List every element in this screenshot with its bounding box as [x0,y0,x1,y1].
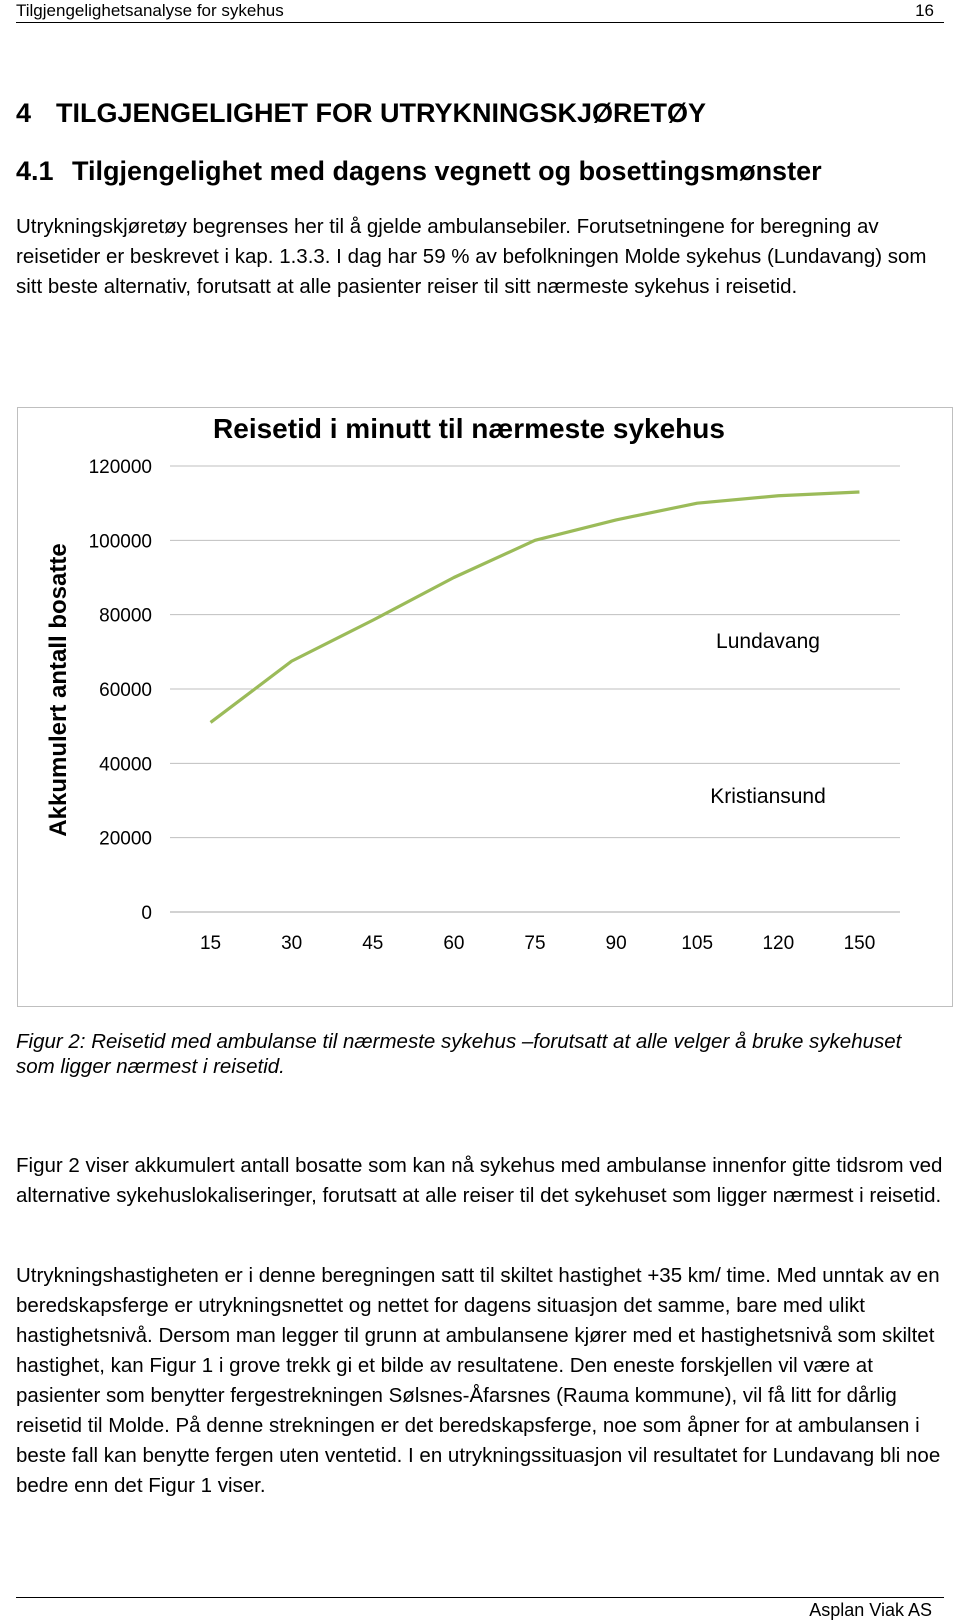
page-footer [16,1597,944,1620]
footer-company: Asplan Viak AS [809,1600,932,1620]
series-line-sum-begge-sykehus [211,492,860,722]
intro-paragraph: Utrykningskjøretøy begrenses her til å gjelde ambulansebiler. Forutsetningene for beregning av reisetider er beskrevet i kap. 1.3.3. I dag har 59 % av befolkningen Molde sykehus (Lundavang) som sitt beste alternativ, forutsatt at alle pasienter reiser til sitt nærmeste sykehus i reisetid. [16,215,927,298]
x-tick-label: 105 [681,933,714,954]
section-title: TILGJENGELIGHET FOR UTRYKNINGSKJØRETØY [56,98,707,128]
y-tick-label: 80000 [99,605,152,627]
y-tick-label: 0 [141,903,152,924]
x-tick-label: 90 [605,933,627,954]
chart-y-ticks [89,457,152,924]
page-header [16,0,944,23]
x-tick-label: 30 [281,933,303,954]
speed-paragraph: Utrykningshastigheten er i denne beregningen satt til skiltet hastighet +35 km/ time. Med unntak av en beredskapsferge er utrykningsnettet og nettet for dagens situasjon det samme, bare med ulikt hastighetsnivå. Dersom man legger til grunn at ambulansene kjører med et hastighetsnivå som skiltet hastighet, kan Figur 1 i grove trekk gi et bilde av resultatene. Den eneste forskjellen vil være at pasienter som benytter fergestrekningen Sølsnes-Åfarsnes (Rauma kommune), vil få litt for dårlig reisetid til Molde. På denne strekningen er det beredskapsferge, noe som åpner for at ambulansen i beste fall kan benytte fergen uten ventetid. I en utrykningssituasjon vil resultatet for Lundavang bli noe bedre enn det Figur 1 viser. [16,1264,941,1497]
y-tick-label: 40000 [99,754,152,776]
subsection-title: Tilgjengelighet med dagens vegnett og bosettingsmønster [72,156,822,186]
subsection-number: 4.1 [16,156,54,186]
header-title: Tilgjengelighetsanalyse for sykehus [16,1,284,20]
x-tick-label: 60 [443,933,465,954]
chart-y-axis-label: Akkumulert antall bosatte [45,543,72,837]
series-label-kristiansund: Kristiansund [710,785,826,808]
x-tick-label: 75 [524,933,546,954]
y-tick-label: 60000 [99,680,152,701]
y-tick-label: 20000 [99,828,152,850]
figure-caption: Figur 2: Reisetid med ambulanse til nærmeste sykehus –forutsatt at alle velger å bruke sykehuset som ligger nærmest i reisetid. [16,1030,902,1078]
page-number: 16 [915,1,934,20]
subsection-heading [16,156,822,187]
x-tick-label: 15 [199,933,222,954]
x-tick-label: 120 [762,933,795,954]
y-tick-label: 120000 [88,457,152,478]
section-heading [16,98,706,129]
figure-description-paragraph: Figur 2 viser akkumulert antall bosatte som kan nå sykehus med ambulanse innenfor gitte tidsrom ved alternative sykehuslokaliseringer, forutsatt at alle reiser til det sykehuset som ligger nærmest i reisetid. [16,1154,943,1207]
chart-gridlines [170,466,900,912]
series-label-lundavang: Lundavang [716,630,820,653]
line-chart [18,408,952,1006]
chart-series [211,492,860,722]
chart-title: Reisetid i minutt til nærmeste sykehus [213,413,725,444]
chart-frame [17,407,953,1007]
section-number: 4 [16,98,32,128]
chart-x-ticks [200,933,875,954]
y-tick-label: 100000 [88,531,152,553]
x-tick-label: 150 [843,933,876,954]
x-tick-label: 45 [362,933,384,954]
